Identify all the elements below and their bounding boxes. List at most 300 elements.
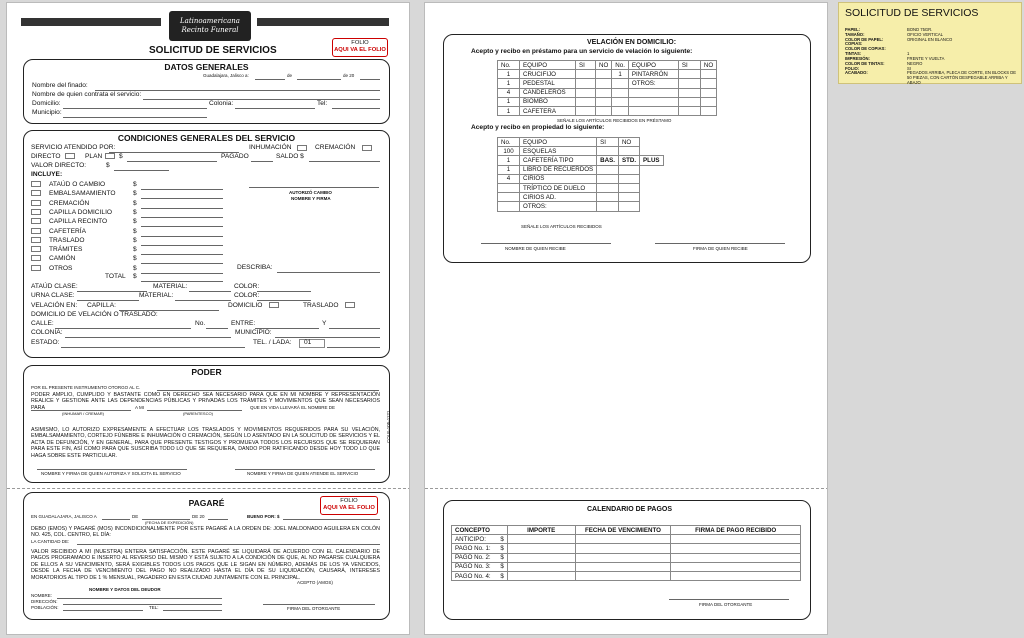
poder-text-2: PODER AMPLIO, CUMPLIDO Y BASTANTE COMO EN DERECHO SEA NECESARIO PARA QUE EN MI NOMBRE Y REPRESENTACIÓN REALICE Y GESTIONE ANTE LAS DEPENDENCIAS PÚBLICAS Y PRIVADAS LOS TRÁMITES Y MOVIMIENTOS QUE SEAN NECESARIOS PARA bbox=[31, 392, 380, 411]
incluye-item-label: CAMIÓN bbox=[49, 255, 76, 263]
incluye-item-label: TRÁMITES bbox=[49, 246, 83, 254]
header-bar-right bbox=[257, 18, 389, 26]
pagare-de-label: DE bbox=[132, 514, 139, 519]
firma-autoriza-line bbox=[37, 469, 187, 470]
logo-line-1: Latinoamericana bbox=[180, 17, 240, 25]
pagare-en-label: EN GUADALAJARA, JALISCO A bbox=[31, 514, 97, 519]
cal-cell[interactable] bbox=[507, 535, 575, 544]
propiedad-qty: 4 bbox=[498, 174, 520, 183]
prestamo-qty bbox=[612, 106, 629, 115]
plan-checkbox[interactable] bbox=[105, 153, 115, 159]
prestamo-item: BIOMBO bbox=[520, 97, 576, 106]
deudor-nombre-field[interactable] bbox=[57, 598, 222, 599]
propiedad-row bbox=[498, 202, 664, 211]
total-field[interactable] bbox=[141, 281, 223, 282]
cal-cell[interactable] bbox=[507, 553, 575, 562]
velacion-domicilio-checkbox[interactable] bbox=[269, 302, 279, 308]
cal-row bbox=[452, 544, 801, 553]
cafeteria-plus[interactable]: PLUS bbox=[640, 156, 664, 165]
propiedad-no-cell[interactable] bbox=[618, 202, 639, 211]
cal-concepto bbox=[452, 535, 508, 544]
propiedad-no-cell[interactable] bbox=[618, 174, 639, 183]
cal-col-header: CONCEPTO bbox=[452, 526, 508, 535]
incluye-item-label: CREMACIÓN bbox=[49, 199, 90, 207]
cremacion-label: CREMACIÓN bbox=[315, 144, 356, 151]
cal-cell[interactable] bbox=[575, 571, 671, 580]
firma-recibe-label: FIRMA DE QUIEN RECIBE bbox=[693, 246, 748, 251]
logo bbox=[169, 11, 251, 41]
prestamo-item: CANDELEROS bbox=[520, 88, 576, 97]
quien-recibe-line bbox=[481, 243, 611, 244]
pagare-folio-label: FOLIO bbox=[340, 498, 358, 504]
prestamo-item bbox=[628, 106, 678, 115]
left-page bbox=[6, 2, 410, 635]
prestamo-no-cell[interactable] bbox=[596, 70, 612, 79]
incluye-item-dollar: $ bbox=[133, 190, 137, 198]
velacion-traslado-label: TRASLADO bbox=[303, 302, 339, 309]
ataud-clase-field[interactable] bbox=[77, 291, 147, 292]
valor-dollar: $ bbox=[106, 162, 110, 169]
domicilio-velacion-label: DOMICILIO DE VELACIÓN O TRASLADO: bbox=[31, 311, 158, 318]
tel-lada-field[interactable] bbox=[327, 347, 380, 348]
prestamo-header-row bbox=[498, 61, 717, 70]
cal-dollar: $ bbox=[500, 572, 504, 580]
month-line bbox=[297, 79, 341, 80]
incluye-checkbox[interactable] bbox=[31, 218, 41, 224]
side-code: COLE-105-1121 bbox=[386, 410, 391, 443]
propiedad-qty bbox=[498, 202, 520, 211]
propiedad-si-cell[interactable] bbox=[597, 147, 619, 156]
directo-label: DIRECTO bbox=[31, 153, 61, 160]
velacion-traslado-checkbox[interactable] bbox=[345, 302, 355, 308]
pagare-text-2: VALOR RECIBIDO A MI (NUESTRA) ENTERA SATISFACCIÓN. ESTE PAGARÉ SE LIQUIDARÁ DE ACUERDO CON EL CALENDARIO DE PAGOS PROGRAMADO E INSERTO AL REVERSO DEL MISMO Y ESTÁ SUJETO A LA CONDICIÓN DE QUE, AL NO PAGARSE CUALQUIERA DE ELLOS A SU VENCIMIENTO, SERÁ EXIGIBLES TODOS LOS PAGOS QUE LE SIGAN EN NÚMERO, ADEMÁS DE LOS YA VENCIDOS, DESDE LA FECHA DE VENCIMIENTO DEL PAGO NO REALIZADO HASTA EL DÍA DE SU LIQUIDACIÓN, CAUSARÁ, INTERESES MORATORIOS AL TIPO DE 1 % MENSUAL, PAGADERO EN ESTA CIUDAD JUNTAMENTE CON EL PRINCIPAL. bbox=[31, 549, 380, 581]
poder-apoderado-field[interactable] bbox=[157, 390, 379, 391]
day-line bbox=[255, 79, 285, 80]
propiedad-item: CAFETERÍA TIPO bbox=[520, 156, 597, 165]
municipio-field[interactable] bbox=[63, 117, 207, 118]
incluye-item-field[interactable] bbox=[141, 189, 223, 190]
incluye-item-field[interactable] bbox=[141, 273, 223, 274]
prestamo-col-header: NO bbox=[700, 61, 716, 70]
urna-clase-label: URNA CLASE: bbox=[31, 292, 75, 299]
incluye-item-label: CAPILLA DOMICILIO bbox=[49, 208, 113, 216]
incluye-item-field[interactable] bbox=[141, 217, 223, 218]
cal-header-row bbox=[452, 526, 801, 535]
prestamo-no-cell[interactable] bbox=[596, 97, 612, 106]
propiedad-row bbox=[498, 193, 664, 202]
entre-label: ENTRE: bbox=[231, 320, 256, 327]
incluye-checkbox[interactable] bbox=[31, 190, 41, 196]
prestamo-si-cell[interactable] bbox=[678, 106, 700, 115]
firma-atiende-line bbox=[235, 469, 375, 470]
prestamo-col-header: SI bbox=[678, 61, 700, 70]
bueno-por-field[interactable] bbox=[283, 519, 380, 520]
incluye-item-field[interactable] bbox=[141, 263, 223, 264]
cal-cell[interactable] bbox=[671, 562, 801, 571]
ataud-color-field[interactable] bbox=[257, 291, 311, 292]
incluye-item-label: ATAÚD O CAMBIO bbox=[49, 181, 106, 188]
velacion-sub1: Acepto y recibo en préstamo para un servicio de velación lo siguiente: bbox=[471, 48, 693, 55]
tel-lada-label: TEL. / LADA: bbox=[253, 339, 292, 346]
cal-concepto bbox=[452, 544, 508, 553]
deudor-tel-field[interactable] bbox=[163, 610, 222, 611]
otorgante-line bbox=[263, 604, 375, 605]
cal-col-header: FECHA DE VENCIMIENTO bbox=[575, 526, 671, 535]
folio-label: FOLIO bbox=[351, 40, 369, 46]
prestamo-no-cell[interactable] bbox=[700, 97, 716, 106]
propiedad-row bbox=[498, 165, 664, 174]
estado-field[interactable] bbox=[61, 347, 245, 348]
incluye-checkbox[interactable] bbox=[31, 255, 41, 261]
prestamo-qty: 1 bbox=[498, 79, 520, 88]
urna-color-label: COLOR: bbox=[234, 292, 260, 299]
cal-cell[interactable] bbox=[575, 544, 671, 553]
propiedad-item: TRÍPTICO DE DUELO bbox=[520, 183, 597, 192]
quien-recibe-label: NOMBRE DE QUIEN RECIBE bbox=[505, 246, 566, 251]
cafeteria-bas[interactable]: BAS. bbox=[597, 156, 619, 165]
plan-field[interactable] bbox=[127, 161, 217, 162]
propiedad-qty bbox=[498, 183, 520, 192]
pagare-folio-value: AQUI VA EL FOLIO bbox=[323, 505, 375, 512]
deudor-direccion-field[interactable] bbox=[63, 604, 222, 605]
prestamo-si-cell[interactable] bbox=[576, 79, 596, 88]
prestamo-col-header: EQUIPO bbox=[520, 61, 576, 70]
finado-label: Nombre del finado: bbox=[32, 82, 88, 89]
spec-label: COLOR DE COPIAS: bbox=[845, 46, 886, 52]
autorizo-line bbox=[249, 187, 379, 188]
urna-material-field[interactable] bbox=[175, 300, 231, 301]
cal-cell[interactable] bbox=[671, 571, 801, 580]
prestamo-no-cell[interactable] bbox=[700, 106, 716, 115]
tel-field[interactable] bbox=[332, 108, 380, 109]
prestamo-row bbox=[498, 70, 717, 79]
colonia2-field[interactable] bbox=[65, 337, 231, 338]
pagare-year-field[interactable] bbox=[208, 519, 228, 520]
describa-label: DESCRIBA: bbox=[237, 264, 273, 271]
incluye-checkbox[interactable] bbox=[31, 209, 41, 215]
prestamo-qty: 1 bbox=[498, 97, 520, 106]
urna-color-field[interactable] bbox=[257, 300, 311, 301]
propiedad-si-cell[interactable] bbox=[597, 193, 619, 202]
cal-otorgante-label: FIRMA DEL OTORGANTE bbox=[699, 602, 753, 607]
plan-dollar: $ bbox=[119, 153, 123, 160]
prestamo-si-cell[interactable] bbox=[576, 70, 596, 79]
pagado-field[interactable] bbox=[251, 161, 273, 162]
prestamo-no-cell[interactable] bbox=[700, 70, 716, 79]
propiedad-no-cell[interactable] bbox=[618, 165, 639, 174]
incluye-checkbox[interactable] bbox=[31, 181, 41, 187]
plan-label: PLAN bbox=[85, 153, 103, 160]
cal-concepto bbox=[452, 562, 508, 571]
prestamo-item: CAFETERA bbox=[520, 106, 576, 115]
incluye-item-label: EMBALSAMAMIENTO bbox=[49, 190, 116, 198]
cal-concepto-label: PAGO No. 2: bbox=[455, 554, 491, 562]
cal-cell[interactable] bbox=[507, 544, 575, 553]
prestamo-si-cell[interactable] bbox=[678, 97, 700, 106]
cal-concepto-label: ANTICIPO: bbox=[455, 535, 486, 543]
incluye-item-field[interactable] bbox=[141, 198, 223, 199]
prestamo-item bbox=[628, 97, 678, 106]
spec-label: PAPEL: bbox=[845, 27, 861, 32]
propiedad-col-header: SI bbox=[597, 138, 619, 147]
propiedad-item: CIRIOS AD. bbox=[520, 193, 597, 202]
incluye-item-label: TRASLADO bbox=[49, 236, 85, 244]
cal-row bbox=[452, 562, 801, 571]
ataud-clase-label: ATAÚD CLASE: bbox=[31, 283, 78, 290]
prestamo-row bbox=[498, 97, 717, 106]
municipio2-label: MUNICIPIO: bbox=[235, 329, 272, 336]
spec-label: COPIAS: bbox=[845, 41, 863, 47]
prestamo-si-cell[interactable] bbox=[576, 106, 596, 115]
incluye-checkbox[interactable] bbox=[31, 228, 41, 234]
form-title: SOLICITUD DE SERVICIOS bbox=[149, 45, 277, 56]
cal-dollar: $ bbox=[500, 563, 504, 571]
propiedad-item: LIBRO DE RECUERDOS bbox=[520, 165, 597, 174]
calendario-header: CALENDARIO DE PAGOS bbox=[587, 506, 673, 513]
total-dollar: $ bbox=[133, 273, 137, 280]
cal-cell[interactable] bbox=[671, 553, 801, 562]
spec-label: COLOR DE PAPEL: bbox=[845, 36, 884, 42]
prestamo-si-cell[interactable] bbox=[678, 70, 700, 79]
colonia2-label: COLONIA: bbox=[31, 329, 63, 336]
datos-generales-header: DATOS GENERALES bbox=[164, 62, 249, 72]
header-bar-left bbox=[21, 18, 161, 26]
directo-checkbox[interactable] bbox=[65, 153, 75, 159]
prestamo-table bbox=[497, 60, 717, 116]
prestamo-row bbox=[498, 79, 717, 88]
prestamo-qty: 1 bbox=[498, 106, 520, 115]
prestamo-si-cell[interactable] bbox=[678, 88, 700, 97]
prestamo-row bbox=[498, 106, 717, 115]
specs-list bbox=[845, 28, 1021, 86]
folio-value: AQUI VA EL FOLIO bbox=[334, 47, 386, 54]
propiedad-row bbox=[498, 147, 664, 156]
propiedad-item: OTROS: bbox=[520, 202, 597, 211]
municipio2-field[interactable] bbox=[275, 337, 380, 338]
inhumacion-label: INHUMACIÓN bbox=[249, 144, 292, 151]
municipio-label: Municipio: bbox=[32, 109, 62, 116]
que-en-vida-label: QUE EN VIDA LLEVARÁ EL NOMBRE DE bbox=[250, 405, 336, 410]
pagare-day-field[interactable] bbox=[102, 519, 130, 520]
contrata-field[interactable] bbox=[143, 99, 380, 100]
spec-value: SI bbox=[907, 65, 911, 71]
domicilio-field[interactable] bbox=[63, 108, 207, 109]
incluye-checkbox[interactable] bbox=[31, 200, 41, 206]
velacion-sub2: Acepto y recibo en propiedad lo siguiente: bbox=[471, 124, 605, 131]
saldo-field[interactable] bbox=[309, 161, 380, 162]
capilla-label: CAPILLA: bbox=[87, 302, 116, 309]
urna-material-label: MATERIAL: bbox=[139, 292, 174, 299]
poder-text-1: POR EL PRESENTE INSTRUMENTO OTORGO AL C. bbox=[31, 385, 141, 390]
deudor-poblacion-field[interactable] bbox=[63, 610, 143, 611]
note-prestamo: SEÑALE LOS ARTÍCULOS RECIBIDOS EN PRÉSTAMO bbox=[557, 118, 672, 123]
spec-value: BOND 75GR. bbox=[907, 27, 933, 32]
inhumar-hint: (INHUMAR / CREMAR) bbox=[62, 411, 104, 416]
spec-label: COLOR DE TINTAS: bbox=[845, 60, 885, 66]
no-label: No. bbox=[195, 320, 206, 327]
prestamo-no-cell[interactable] bbox=[700, 88, 716, 97]
calle-label: CALLE: bbox=[31, 320, 54, 327]
propiedad-no-cell[interactable] bbox=[618, 147, 639, 156]
cafeteria-std[interactable]: STD. bbox=[618, 156, 639, 165]
spec-value: ORIGINAL EN BLANCO bbox=[907, 36, 953, 42]
incluye-item-dollar: $ bbox=[133, 236, 137, 244]
cantidad-field[interactable] bbox=[77, 544, 380, 545]
spec-value: OFICIO VERTICAL bbox=[907, 31, 943, 37]
prestamo-no-cell[interactable] bbox=[700, 79, 716, 88]
describa-field[interactable] bbox=[277, 272, 380, 273]
acepto-label: ACEPTO (AMOS) bbox=[297, 580, 333, 585]
colonia-field[interactable] bbox=[235, 108, 315, 109]
incluye-item-dollar: $ bbox=[133, 208, 137, 216]
propiedad-qty bbox=[498, 193, 520, 202]
spec-row bbox=[845, 71, 1021, 85]
propiedad-item: CIRIOS bbox=[520, 174, 597, 183]
prestamo-qty bbox=[612, 88, 629, 97]
otorgante-label: FIRMA DEL OTORGANTE bbox=[287, 606, 341, 611]
autorizo-label: AUTORIZÓ CAMBIO bbox=[289, 190, 332, 195]
condiciones-header: CONDICIONES GENERALES DEL SERVICIO bbox=[117, 133, 296, 143]
prestamo-qty: 1 bbox=[498, 70, 520, 79]
total-label: TOTAL bbox=[105, 273, 126, 280]
spec-label: TINTAS: bbox=[845, 51, 862, 57]
atendido-field[interactable] bbox=[109, 152, 239, 153]
deudor-direccion-label: DIRECCIÓN: bbox=[31, 599, 58, 604]
propiedad-qty: 1 bbox=[498, 156, 520, 165]
propiedad-qty: 1 bbox=[498, 165, 520, 174]
prestamo-row bbox=[498, 88, 717, 97]
propiedad-si-cell[interactable] bbox=[597, 202, 619, 211]
spec-value: FRENTE Y VUELTA bbox=[907, 55, 945, 61]
spec-value: NEGRO bbox=[907, 60, 923, 66]
firma-autoriza-label: NOMBRE Y FIRMA DE QUIEN AUTORIZA Y SOLICITA EL SERVICIO bbox=[41, 471, 181, 476]
year-line bbox=[360, 79, 380, 80]
propiedad-no-cell[interactable] bbox=[618, 193, 639, 202]
de20-label: de 20 bbox=[343, 73, 355, 78]
valor-label: VALOR DIRECTO: bbox=[31, 162, 87, 169]
spec-label: ACABADO: bbox=[845, 70, 868, 76]
incluye-label: INCLUYE: bbox=[31, 171, 63, 178]
prestamo-item: PINTARRÓN bbox=[628, 70, 678, 79]
propiedad-si-cell[interactable] bbox=[597, 165, 619, 174]
ataud-material-field[interactable] bbox=[189, 291, 231, 292]
cal-concepto-label: PAGO No. 1: bbox=[455, 544, 491, 552]
cal-concepto-label: PAGO No. 4: bbox=[455, 572, 491, 580]
prestamo-si-cell[interactable] bbox=[576, 88, 596, 97]
prestamo-item: CRUCIFIJO bbox=[520, 70, 576, 79]
lada-value: 01 bbox=[299, 339, 325, 348]
pagare-text-1: DEBO (EMOS) Y PAGARÉ (MOS) INCONDICIONALMENTE POR ESTE PAGARÉ A LA ORDEN DE: JOEL MALDONADO AGUILERA EN COLÓN NO. 425, COL. CENTRO, EL DÍA: bbox=[31, 526, 380, 539]
prestamo-col-header: SI bbox=[576, 61, 596, 70]
prestamo-col-header: EQUIPO bbox=[628, 61, 678, 70]
incluye-item-field[interactable] bbox=[141, 226, 223, 227]
perforation-line bbox=[7, 488, 410, 489]
cal-cell[interactable] bbox=[575, 553, 671, 562]
urna-clase-field[interactable] bbox=[77, 300, 139, 301]
prestamo-no-cell[interactable] bbox=[596, 88, 612, 97]
cal-cell[interactable] bbox=[671, 535, 801, 544]
inhumacion-checkbox[interactable] bbox=[297, 145, 307, 151]
propiedad-header-row bbox=[498, 138, 664, 147]
no-field[interactable] bbox=[206, 328, 228, 329]
domicilio-label: Domicilio: bbox=[32, 100, 61, 107]
cremacion-checkbox[interactable] bbox=[362, 145, 372, 151]
propiedad-row bbox=[498, 174, 664, 183]
parentesco-hint: (PARENTESCO) bbox=[183, 411, 213, 416]
propiedad-si-cell[interactable] bbox=[597, 174, 619, 183]
cal-cell[interactable] bbox=[671, 544, 801, 553]
deudor-nombre-label: NOMBRE: bbox=[31, 593, 53, 598]
right-page bbox=[424, 2, 828, 635]
tel-label: Tel: bbox=[317, 100, 328, 107]
deudor-tel-label: TEL: bbox=[149, 605, 159, 610]
cal-concepto bbox=[452, 553, 508, 562]
poder-section bbox=[23, 365, 390, 483]
cal-cell[interactable] bbox=[575, 535, 671, 544]
y-label: Y bbox=[322, 320, 327, 327]
prestamo-item bbox=[628, 88, 678, 97]
deudor-label: NOMBRE Y DATOS DEL DEUDOR bbox=[89, 587, 161, 592]
calle-field[interactable] bbox=[55, 328, 191, 329]
propiedad-no-cell[interactable] bbox=[618, 183, 639, 192]
prestamo-si-cell[interactable] bbox=[576, 97, 596, 106]
logo-line-2: Recinto Funeral bbox=[181, 26, 239, 35]
incluye-checkbox[interactable] bbox=[31, 265, 41, 271]
prestamo-qty: 1 bbox=[612, 70, 629, 79]
incluye-item-dollar: $ bbox=[133, 218, 137, 226]
prestamo-no-cell[interactable] bbox=[596, 106, 612, 115]
incluye-item-field[interactable] bbox=[141, 208, 223, 209]
incluye-item-label: CAFETERÍA bbox=[49, 227, 87, 235]
atendido-label: SERVICIO ATENDIDO POR: bbox=[31, 144, 116, 151]
y-field[interactable] bbox=[329, 328, 380, 329]
ataud-color-label: COLOR: bbox=[234, 283, 260, 290]
prestamo-si-cell[interactable] bbox=[678, 79, 700, 88]
cal-cell[interactable] bbox=[507, 571, 575, 580]
valor-field[interactable] bbox=[114, 170, 169, 171]
place-label: Guadalajara, Jalisco a: bbox=[203, 73, 249, 78]
prestamo-qty: 4 bbox=[498, 88, 520, 97]
cal-concepto-label: PAGO No. 3: bbox=[455, 563, 491, 571]
incluye-checkbox[interactable] bbox=[31, 246, 41, 252]
incluye-item-label: OTROS bbox=[49, 264, 73, 272]
pagare-header: PAGARÉ bbox=[188, 498, 225, 508]
nombre-firma-label: NOMBRE Y FIRMA bbox=[291, 196, 331, 201]
cal-dollar: $ bbox=[500, 554, 504, 562]
prestamo-no-cell[interactable] bbox=[596, 79, 612, 88]
calendario-table bbox=[451, 525, 801, 581]
incluye-item-field[interactable] bbox=[141, 254, 223, 255]
propiedad-si-cell[interactable] bbox=[597, 183, 619, 192]
propiedad-item: ESQUELAS bbox=[520, 147, 597, 156]
spec-label: IMPRESIÓN: bbox=[845, 55, 870, 61]
incluye-checkbox[interactable] bbox=[31, 237, 41, 243]
pagare-de20-label: DE 20 bbox=[192, 514, 205, 519]
propiedad-col-header: No. bbox=[498, 138, 520, 147]
prestamo-item: PEDESTAL bbox=[520, 79, 576, 88]
cal-cell[interactable] bbox=[575, 562, 671, 571]
incluye-item-field[interactable] bbox=[141, 245, 223, 246]
poder-text-3: ASIMISMO, LO AUTORIZO EXPRESAMENTE A EFECTUAR LOS TRASLADOS Y MOVIMIENTOS REQUERIDOS PARA SU VELACIÓN, EMBALSAMAMIENTO, CORTEJO FÚNEBRE E INHUMACIÓN O CREMACIÓN, SEGÚN LO ASENTADO EN LA SOLICITUD DE SERVICIOS Y EL ACTA DE DEFUNCIÓN, Y EN GENERAL, PARA QUE PRESENTE TESTIGOS Y PROMUEVA TODOS LOS RECURSOS QUE SE REQUIERAN PARA ESTE FIN, ASÍ COMO PARA QUE SUSCRIBA TODO LO QUE SE REQUIERA, DANDO POR RATIFICANDO DESDE HOY TODO LO QUE HAGA SOBRE ESTE PARTICULAR. bbox=[31, 427, 380, 459]
cal-cell[interactable] bbox=[507, 562, 575, 571]
cal-concepto bbox=[452, 571, 508, 580]
incluye-item-dollar: $ bbox=[133, 199, 137, 207]
spec-label: FOLIO: bbox=[845, 65, 860, 71]
incluye-item-field[interactable] bbox=[141, 236, 223, 237]
specs-title: SOLICITUD DE SERVICIOS bbox=[845, 7, 979, 19]
spec-value: 1 bbox=[907, 51, 910, 57]
deudor-poblacion-label: POBLACIÓN: bbox=[31, 605, 59, 610]
